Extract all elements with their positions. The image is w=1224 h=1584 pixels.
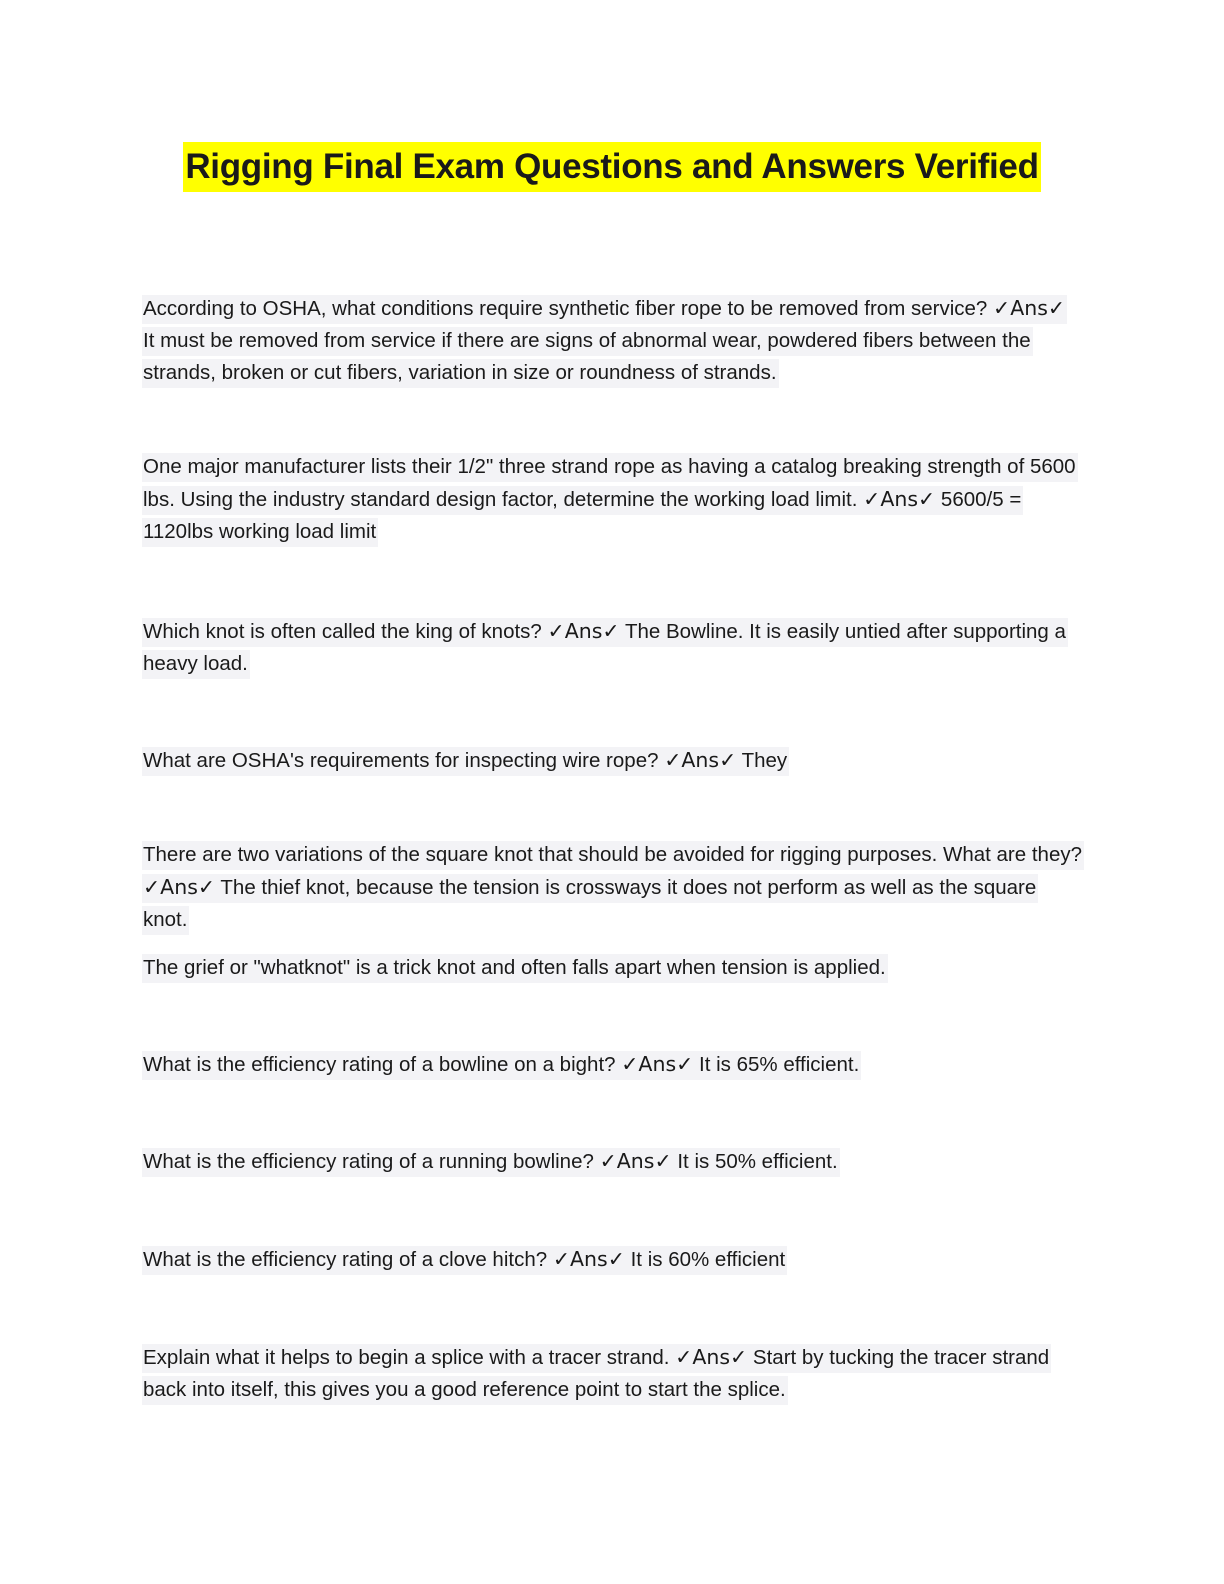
question-1: According to OSHA, what conditions require synthetic fiber rope to be removed from service? bbox=[143, 297, 988, 320]
answer-2: 5600/5 = 1120lbs working load limit bbox=[143, 488, 1022, 543]
answer-marker: ✓Ans✓ bbox=[547, 619, 620, 643]
answer-5: The thief knot, because the tension is crossways it does not perform as well as the square knot. bbox=[143, 876, 1037, 931]
answer-marker: ✓Ans✓ bbox=[993, 296, 1066, 320]
answer-marker: ✓Ans✓ bbox=[664, 748, 737, 772]
qa-item-6 bbox=[142, 1048, 1082, 1081]
answer-marker: ✓Ans✓ bbox=[675, 1345, 748, 1369]
qa-item-5 bbox=[142, 839, 1082, 936]
answer-6: It is 65% efficient. bbox=[699, 1053, 860, 1076]
document-title: Rigging Final Exam Questions and Answers Verified bbox=[183, 142, 1040, 192]
qa-item-1 bbox=[142, 292, 1082, 389]
answer-marker: ✓Ans✓ bbox=[599, 1149, 672, 1173]
answer-8: It is 60% efficient bbox=[630, 1248, 786, 1271]
question-7: What is the efficiency rating of a running bowline? bbox=[143, 1150, 594, 1173]
question-6: What is the efficiency rating of a bowline on a bight? bbox=[143, 1053, 616, 1076]
answer-marker: ✓Ans✓ bbox=[552, 1247, 625, 1271]
qa-item-3 bbox=[142, 615, 1082, 680]
answer-9: Start by tucking the tracer strand back into itself, this gives you a good reference point to start the splice. bbox=[143, 1346, 1050, 1401]
question-3: Which knot is often called the king of knots? bbox=[143, 620, 542, 643]
qa-item-8 bbox=[142, 1243, 1082, 1276]
qa-item-7 bbox=[142, 1145, 1082, 1178]
answer-marker: ✓Ans✓ bbox=[621, 1052, 694, 1076]
qa-item-9 bbox=[142, 1341, 1082, 1406]
answer-7: It is 50% efficient. bbox=[677, 1150, 838, 1173]
qa-item-4 bbox=[142, 744, 1082, 777]
answer-4: They bbox=[741, 749, 788, 772]
question-5: There are two variations of the square knot that should be avoided for rigging purposes. What are they? bbox=[143, 843, 1082, 866]
question-2: One major manufacturer lists their 1/2" three strand rope as having a catalog breaking strength of 5600 lbs. Using the industry standard design factor, determine the working load limit. bbox=[143, 455, 1076, 511]
question-4: What are OSHA's requirements for inspecting wire rope? bbox=[143, 749, 659, 772]
qa-item-5-extra bbox=[142, 952, 1082, 984]
question-9: Explain what it helps to begin a splice with a tracer strand. bbox=[143, 1346, 670, 1369]
answer-marker: ✓Ans✓ bbox=[143, 875, 216, 899]
answer-1: It must be removed from service if there are signs of abnormal wear, powdered fibers between the strands, broken or cut fibers, variation in size or roundness of strands. bbox=[143, 329, 1031, 384]
qa-item-2 bbox=[142, 451, 1082, 548]
title-container bbox=[0, 142, 1224, 192]
answer-5-extra: The grief or "whatknot" is a trick knot and often falls apart when tension is applied. bbox=[143, 956, 886, 979]
answer-marker: ✓Ans✓ bbox=[863, 487, 936, 511]
question-8: What is the efficiency rating of a clove hitch? bbox=[143, 1248, 548, 1271]
answer-3: The Bowline. It is easily untied after supporting a heavy load. bbox=[143, 620, 1066, 675]
